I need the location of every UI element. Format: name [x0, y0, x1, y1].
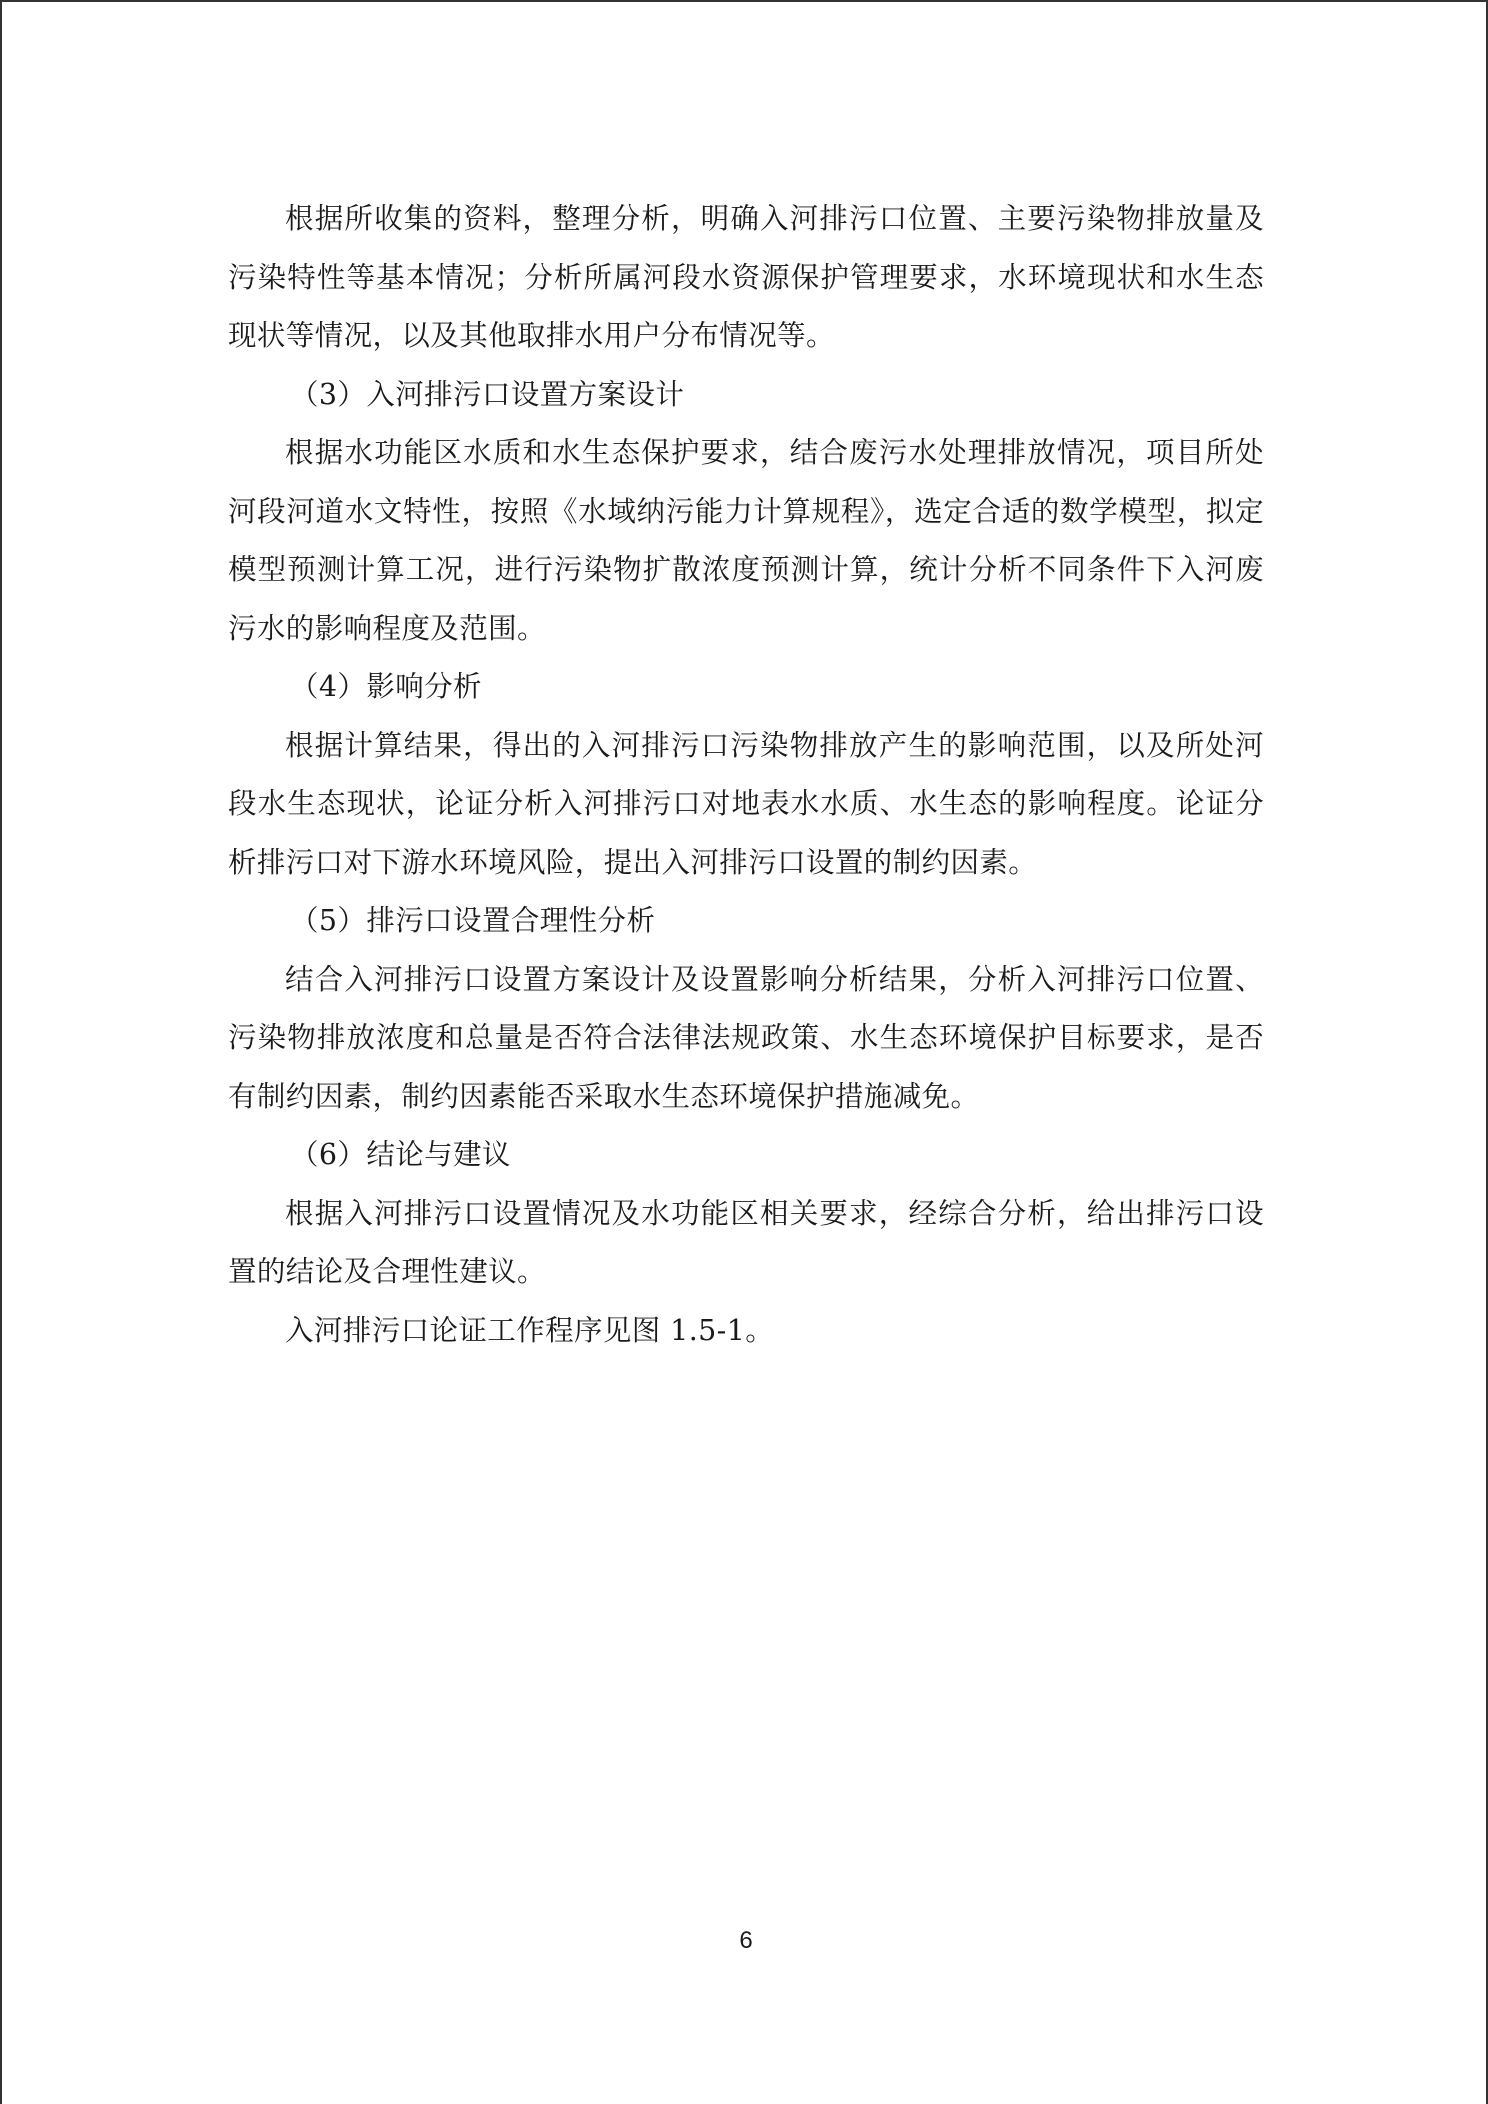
- section-heading-3: （3）入河排污口设置方案设计: [290, 377, 685, 411]
- page-number: 6: [739, 1927, 753, 1954]
- paragraph-basic-situation: 根据所收集的资料，整理分析，明确入河排污口位置、主要污染物排放量及污染特性等基本情况；分析所属河段水资源保护管理要求，水环境现状和水生态现状等情况，以及其他取排水用户分布情况等。: [228, 202, 1264, 352]
- paragraph-figure-reference: 入河排污口论证工作程序见图 1.5-1。: [285, 1313, 775, 1347]
- section-heading-6: （6）结论与建议: [290, 1138, 511, 1171]
- section-heading-5: （5）排污口设置合理性分析: [290, 904, 656, 937]
- paragraph-scheme-design: 根据水功能区水质和水生态保护要求，结合废污水处理排放情况，项目所处河段河道水文特性，按照《水域纳污能力计算规程》，选定合适的数学模型，拟定模型预测计算工况，进行污染物扩散浓度预测计算，统计分析不同条件下入河废污水的影响程度及范围。: [228, 436, 1264, 645]
- paragraph-impact-analysis: 根据计算结果，得出的入河排污口污染物排放产生的影响范围，以及所处河段水生态现状，论证分析入河排污口对地表水水质、水生态的影响程度。论证分析排污口对下游水环境风险，提出入河排污口设置的制约因素。: [228, 728, 1264, 879]
- paragraph-rationality-analysis: 结合入河排污口设置方案设计及设置影响分析结果，分析入河排污口位置、污染物排放浓度和总量是否符合法律法规政策、水生态环境保护目标要求，是否有制约因素，制约因素能否采取水生态环境保护措施减免。: [228, 962, 1264, 1113]
- document-body: [228, 190, 1264, 1360]
- paragraph-conclusion: 根据入河排污口设置情况及水功能区相关要求，经综合分析，给出排污口设置的结论及合理性建议。: [228, 1196, 1264, 1288]
- section-heading-4: （4）影响分析: [290, 670, 482, 703]
